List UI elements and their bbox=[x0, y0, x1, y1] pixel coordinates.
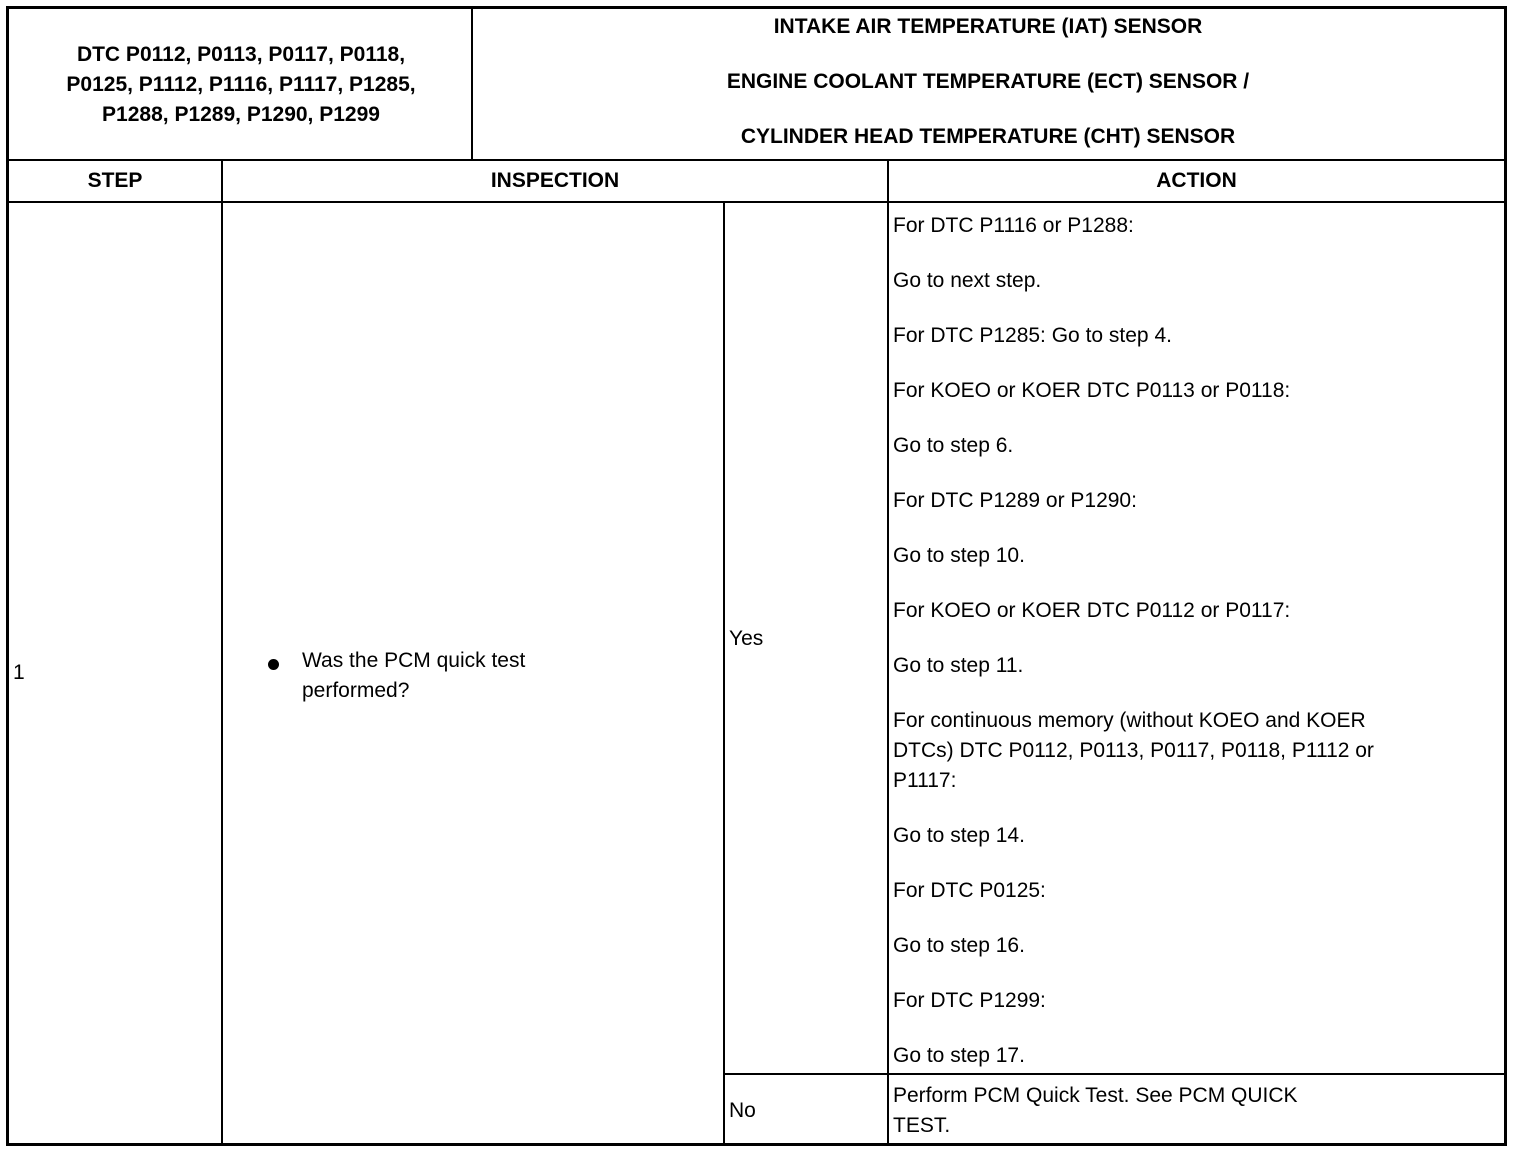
inspection-line: Was the PCM quick test bbox=[302, 649, 526, 672]
action-line: For continuous memory (without KOEO and KOER bbox=[893, 709, 1366, 732]
action-line: For KOEO or KOER DTC P0112 or P0117: bbox=[893, 599, 1291, 622]
answer-divider bbox=[723, 201, 725, 1146]
action-line: For DTC P1285: Go to step 4. bbox=[893, 324, 1172, 347]
sensor-title-line: INTAKE AIR TEMPERATURE (IAT) SENSOR bbox=[773, 15, 1203, 38]
answer-yes: Yes bbox=[729, 627, 764, 650]
dtc-line: P1288, P1289, P1290, P1299 bbox=[102, 103, 380, 126]
diagnostic-table bbox=[6, 6, 1507, 1146]
action-line: For KOEO or KOER DTC P0113 or P0118: bbox=[893, 379, 1291, 402]
bullet-icon bbox=[268, 659, 279, 670]
sensor-title-line: ENGINE COOLANT TEMPERATURE (ECT) SENSOR / bbox=[726, 70, 1250, 93]
inspection-question bbox=[268, 646, 688, 706]
action-line: For DTC P0125: bbox=[893, 879, 1046, 902]
action-line: For DTC P1299: bbox=[893, 989, 1046, 1012]
action-line: Go to step 14. bbox=[893, 824, 1025, 847]
column-header-step: STEP bbox=[87, 169, 143, 192]
column-header-inspection: INSPECTION bbox=[490, 169, 620, 192]
inspection-column-divider bbox=[887, 159, 889, 1146]
sensor-title bbox=[472, 9, 1504, 161]
step-column-divider bbox=[221, 159, 223, 1146]
yes-no-rule bbox=[723, 1073, 1504, 1075]
dtc-line: DTC P0112, P0113, P0117, P0118, bbox=[76, 43, 406, 66]
no-action-list bbox=[893, 1081, 1298, 1141]
action-line: Go to step 16. bbox=[893, 934, 1025, 957]
column-header-action: ACTION bbox=[1156, 169, 1237, 192]
answer-no: No bbox=[729, 1099, 756, 1122]
inspection-line: performed? bbox=[302, 679, 410, 702]
action-line: Go to step 17. bbox=[893, 1044, 1025, 1067]
action-line: P1117: bbox=[893, 769, 957, 792]
dtc-code-list bbox=[9, 9, 473, 161]
action-line: Perform PCM Quick Test. See PCM QUICK bbox=[893, 1084, 1298, 1107]
column-header-rule bbox=[9, 201, 1504, 203]
step-number: 1 bbox=[13, 661, 25, 684]
action-line: Go to next step. bbox=[893, 269, 1042, 292]
dtc-line: P0125, P1112, P1116, P1117, P1285, bbox=[66, 73, 416, 96]
action-line: For DTC P1116 or P1288: bbox=[893, 214, 1134, 237]
action-line: Go to step 11. bbox=[893, 654, 1024, 677]
action-line: Go to step 10. bbox=[893, 544, 1025, 567]
action-line: TEST. bbox=[893, 1114, 951, 1137]
action-line: For DTC P1289 or P1290: bbox=[893, 489, 1137, 512]
action-line: Go to step 6. bbox=[893, 434, 1014, 457]
sensor-title-line: CYLINDER HEAD TEMPERATURE (CHT) SENSOR bbox=[740, 125, 1236, 148]
action-line: DTCs) DTC P0112, P0113, P0117, P0118, P1112 or bbox=[893, 739, 1374, 762]
